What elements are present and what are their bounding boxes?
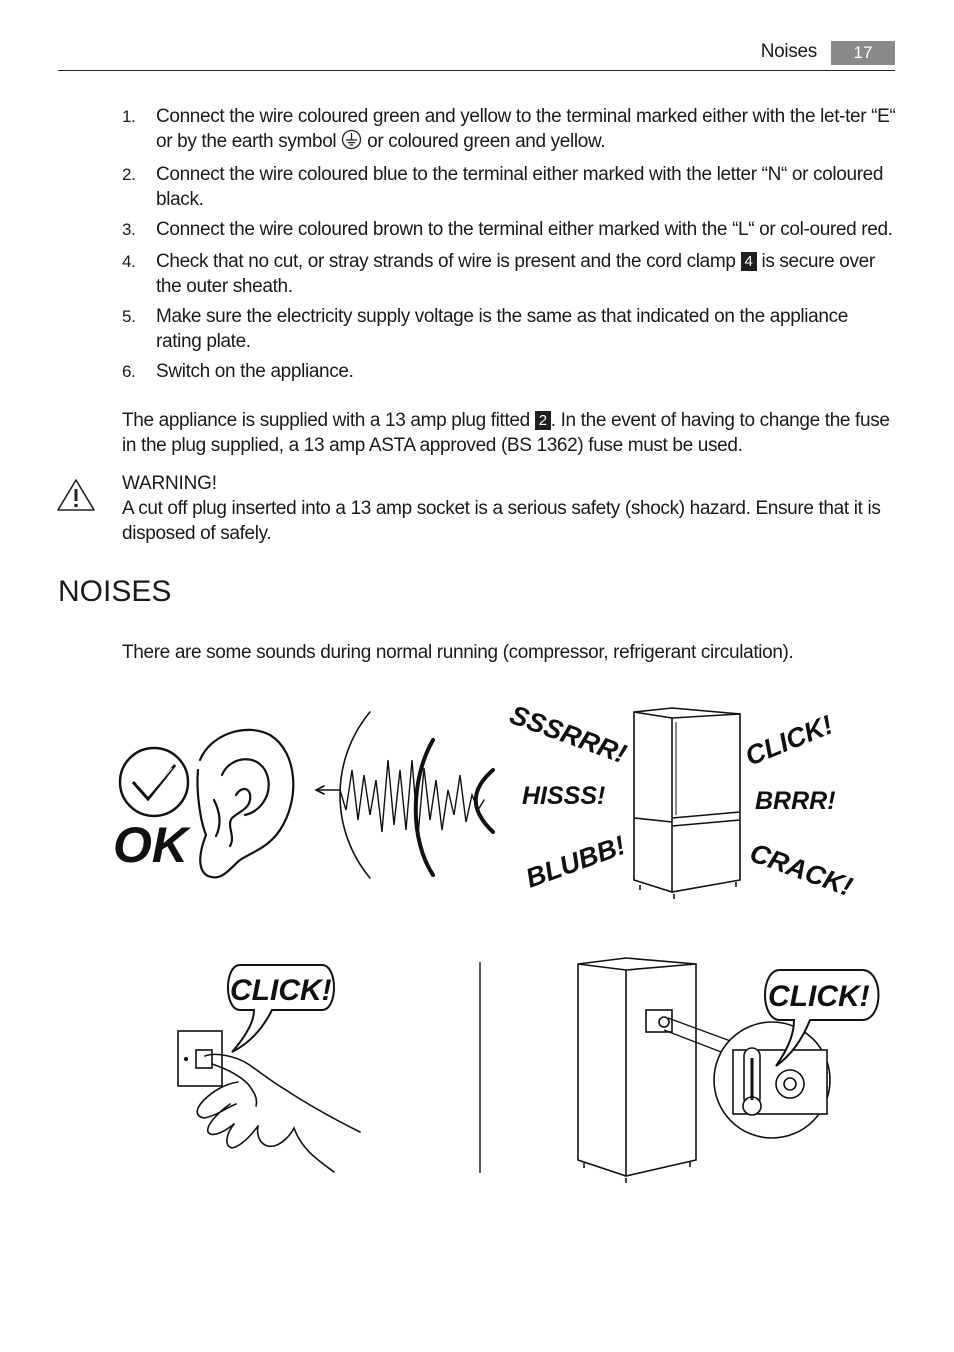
sound-click-label: CLICK! [741, 709, 838, 772]
step-text: Switch on the appliance. [156, 361, 354, 382]
sound-wave-icon [316, 712, 493, 878]
refrigerator-icon [578, 958, 696, 1183]
callout-4-badge: 4 [741, 252, 757, 271]
sound-hisss-label: HISSS! [522, 782, 606, 810]
step-text: Check that no cut, or stray strands of wire is present and the cord clamp [156, 251, 736, 272]
page-number-badge: 17 [831, 41, 895, 65]
step-text-end: is secure over the outer sheath. [156, 251, 875, 297]
step-text: Connect the wire coloured blue to the terminal either marked with the letter “N“ or coloured black. [156, 164, 884, 210]
thermostat-detail-icon [714, 1022, 830, 1138]
step-number: 2. [122, 165, 136, 184]
click-socket-label: CLICK! [230, 974, 332, 1007]
step-number: 6. [122, 362, 136, 381]
header-section-label: Noises [760, 41, 817, 62]
wall-socket-icon [178, 1031, 222, 1086]
warning-text: A cut off plug inserted into a 13 amp socket is a serious safety (shock) hazard. Ensure that it is disposed of safely. [122, 498, 881, 544]
callout-2-badge: 2 [535, 411, 551, 430]
fuse-note-text-end: . In the event of having to change the fuse in the plug supplied, a 13 amp ASTA approved (BS 1362) fuse must be used. [122, 410, 890, 456]
step-text: Make sure the electricity supply voltage is the same as that indicated on the appliance rating plate. [156, 306, 848, 352]
step-text-end: or coloured green and yellow. [367, 131, 606, 152]
sound-brrr-label: BRRR! [755, 787, 836, 815]
ear-icon [197, 730, 293, 878]
sound-sssrrr-label: SSSRRR! [505, 699, 631, 770]
ok-label: OK [113, 817, 188, 873]
fuse-note-text: The appliance is supplied with a 13 amp plug fitted [122, 410, 530, 431]
step-number: 5. [122, 307, 136, 326]
warning-title: WARNING! [122, 473, 217, 494]
step-number: 1. [122, 107, 136, 126]
sound-crack-label: CRACK! [745, 837, 857, 903]
step-text: Connect the wire coloured green and yellow to the terminal marked either with the let-ter “E“ or by the earth symbol [156, 106, 896, 152]
section-title: NOISES [58, 575, 172, 608]
step-number: 3. [122, 220, 136, 239]
sound-blubb-label: BLUBB! [521, 830, 630, 894]
step-number: 4. [122, 252, 136, 271]
click-thermostat-label: CLICK! [768, 980, 870, 1013]
fridge-freezer-icon [634, 708, 740, 899]
noises-intro: There are some sounds during normal running (compressor, refrigerant circulation). [122, 642, 794, 663]
checkmark-icon [120, 748, 188, 816]
step-text: Connect the wire coloured brown to the terminal either marked with the “L“ or col-oured red. [156, 219, 893, 240]
